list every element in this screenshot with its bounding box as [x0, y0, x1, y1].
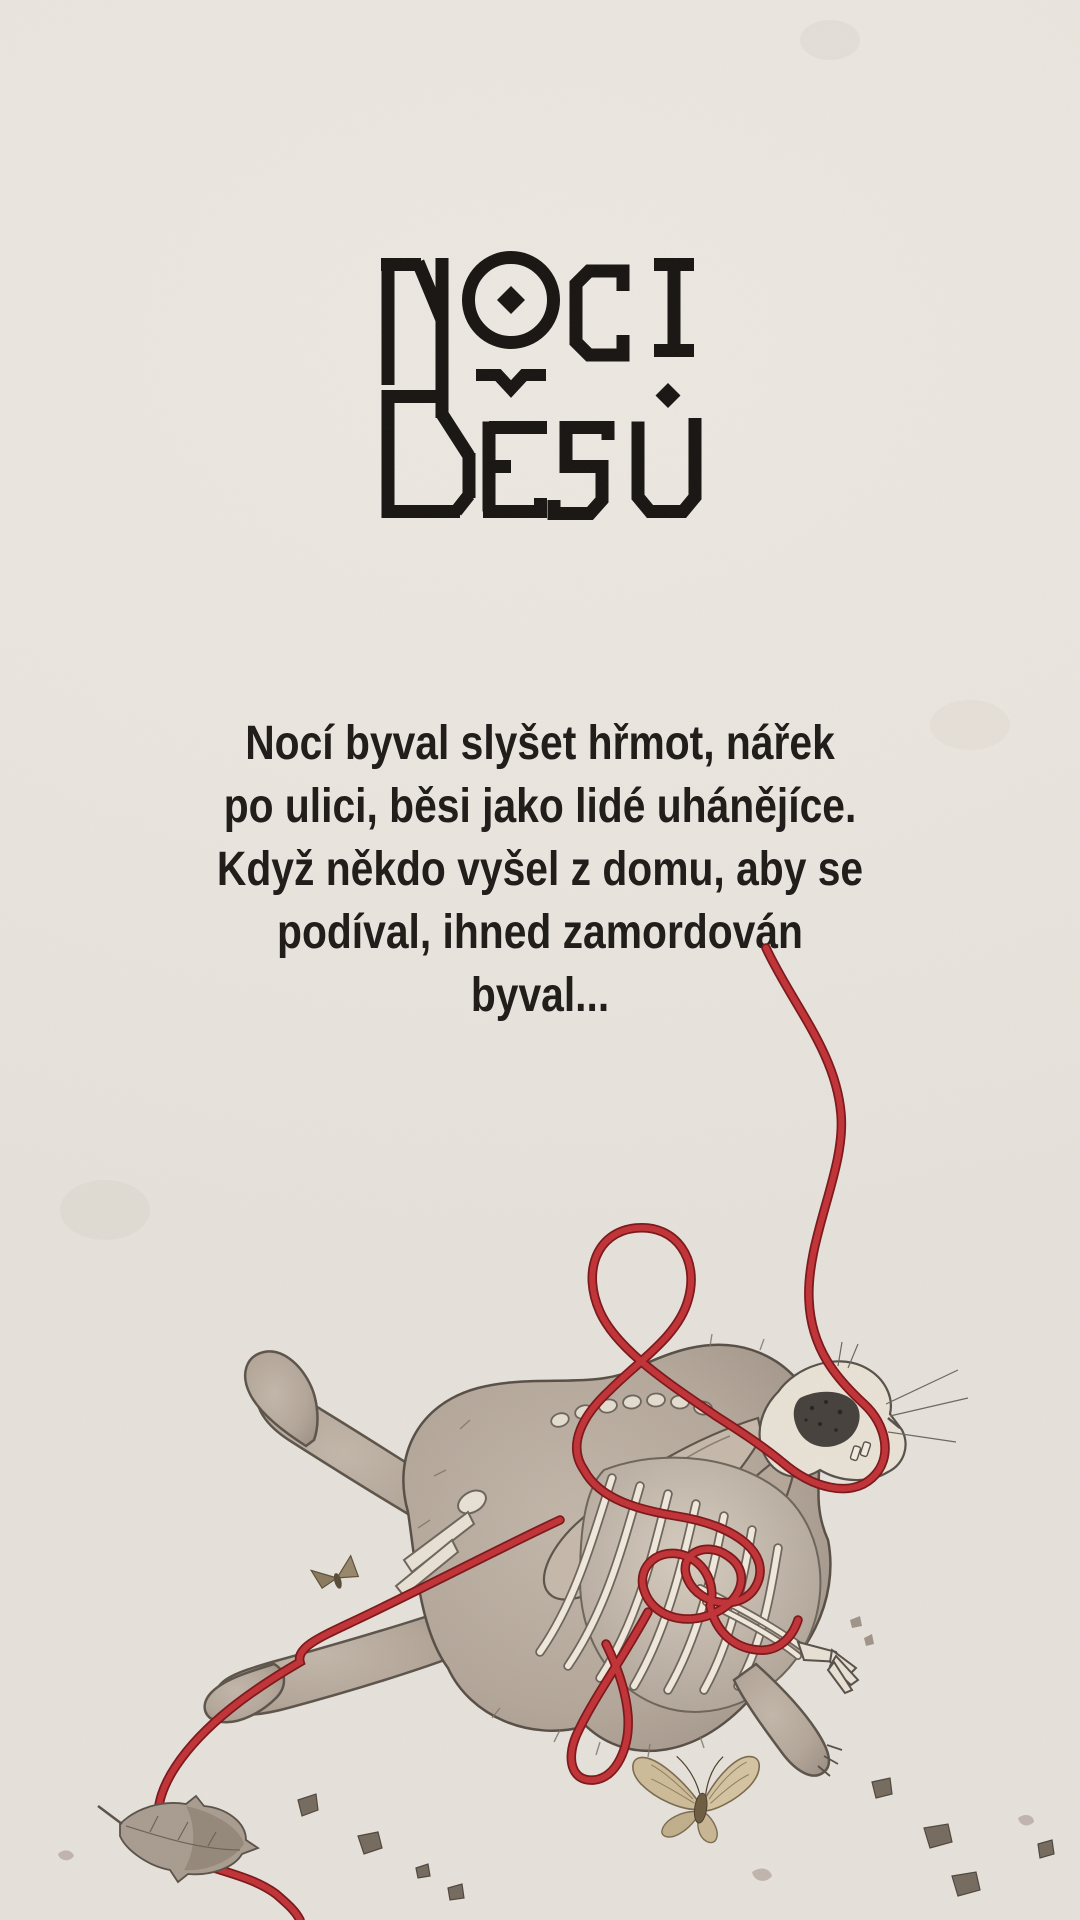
logo-letter-c [576, 271, 623, 355]
story-line: Nocí byval slyšet hřmot, nářek [245, 717, 835, 770]
story-line: podíval, ihned zamordován [277, 906, 803, 959]
hare-illustration [40, 930, 1080, 1920]
paper-smudge [800, 20, 860, 60]
logo-lettering-svg [368, 250, 712, 538]
story-line: Když někdo vyšel z domu, aby se [216, 843, 864, 896]
hare-illustration-svg [40, 930, 1080, 1920]
logo-letter-u [638, 418, 695, 512]
logo-u-diamond [656, 383, 681, 408]
moth-small-icon [310, 1555, 360, 1594]
logo-caron [476, 375, 546, 389]
logo-letter-s [554, 428, 608, 514]
story-line: po ulici, běsi jako lidé uhánějíce. [223, 780, 857, 833]
moth-large-icon [624, 1741, 761, 1849]
logo-o-diamond [497, 286, 525, 314]
game-logo [368, 250, 712, 538]
logo-letter-b [442, 414, 469, 456]
hare-skull [760, 1342, 968, 1480]
story-line: byval... [470, 969, 610, 1022]
leaf-icon [98, 1796, 258, 1882]
